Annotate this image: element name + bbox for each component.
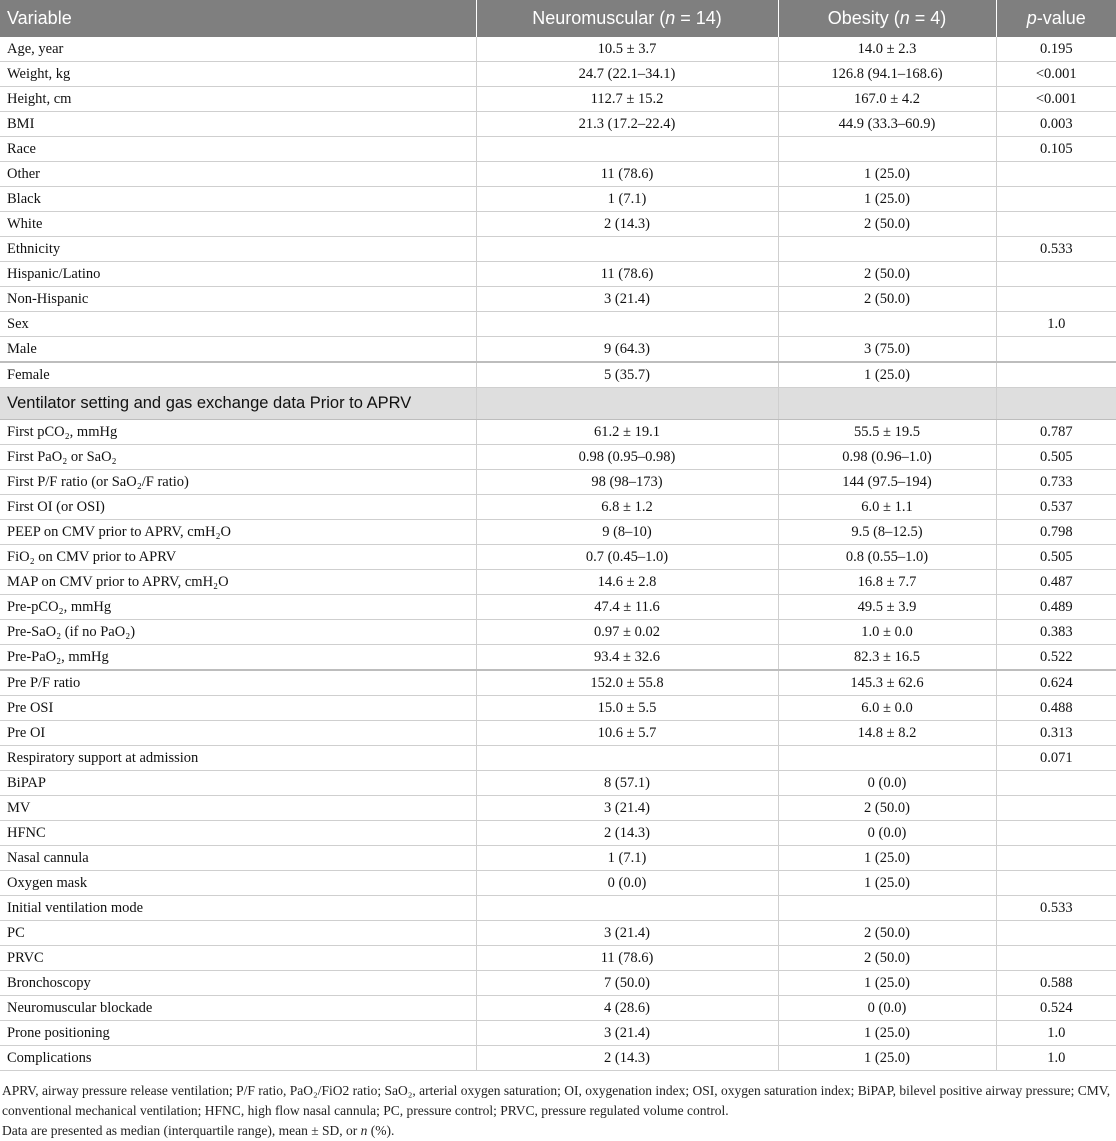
- neuromuscular-value: 24.7 (22.1–34.1): [476, 62, 778, 87]
- obesity-value: [778, 137, 996, 162]
- obesity-value: 2 (50.0): [778, 287, 996, 312]
- row-label: Sex: [0, 312, 476, 337]
- table-row: [0, 821, 1116, 846]
- row-label: Female: [0, 362, 476, 388]
- row-label: Oxygen mask: [0, 871, 476, 896]
- data-presentation-note: Data are presented as median (interquartile range), mean ± SD, or n (%).: [2, 1123, 395, 1138]
- obesity-value: 6.0 ± 0.0: [778, 696, 996, 721]
- p-value: 0.195: [996, 37, 1116, 62]
- neuromuscular-value: 112.7 ± 15.2: [476, 87, 778, 112]
- neuromuscular-value: 10.6 ± 5.7: [476, 721, 778, 746]
- neuromuscular-value: 98 (98–173): [476, 470, 778, 495]
- p-value: <0.001: [996, 87, 1116, 112]
- header-variable: Variable: [0, 0, 476, 37]
- obesity-value: 9.5 (8–12.5): [778, 520, 996, 545]
- p-value: 0.105: [996, 137, 1116, 162]
- row-label: First pCO₂, mmHg: [0, 420, 476, 445]
- p-value: 1.0: [996, 312, 1116, 337]
- neuromuscular-value: [476, 312, 778, 337]
- p-value: [996, 337, 1116, 363]
- neuromuscular-value: [476, 137, 778, 162]
- obesity-value: [778, 312, 996, 337]
- table-row: [0, 112, 1116, 137]
- obesity-value: 1.0 ± 0.0: [778, 620, 996, 645]
- table-row: [0, 871, 1116, 896]
- p-value: 0.533: [996, 896, 1116, 921]
- p-value: [996, 821, 1116, 846]
- table-row: [0, 137, 1116, 162]
- row-label: MAP on CMV prior to APRV, cmH₂O: [0, 570, 476, 595]
- neuromuscular-value: 11 (78.6): [476, 262, 778, 287]
- obesity-value: 1 (25.0): [778, 1046, 996, 1071]
- neuromuscular-value: 47.4 ± 11.6: [476, 595, 778, 620]
- obesity-value: 1 (25.0): [778, 187, 996, 212]
- p-value: 1.0: [996, 1021, 1116, 1046]
- neuromuscular-value: 0 (0.0): [476, 871, 778, 896]
- obesity-value: 44.9 (33.3–60.9): [778, 112, 996, 137]
- row-label: Weight, kg: [0, 62, 476, 87]
- neuromuscular-value: 152.0 ± 55.8: [476, 670, 778, 696]
- p-value: 0.313: [996, 721, 1116, 746]
- row-label: Complications: [0, 1046, 476, 1071]
- obesity-value: 3 (75.0): [778, 337, 996, 363]
- p-value: 0.524: [996, 996, 1116, 1021]
- neuromuscular-value: 61.2 ± 19.1: [476, 420, 778, 445]
- header-pvalue: p-value: [1026, 8, 1086, 28]
- obesity-value: 14.0 ± 2.3: [778, 37, 996, 62]
- row-label: Bronchoscopy: [0, 971, 476, 996]
- row-label: Pre-PaO₂, mmHg: [0, 645, 476, 671]
- obesity-value: 2 (50.0): [778, 212, 996, 237]
- table-row: [0, 1046, 1116, 1071]
- obesity-value: 144 (97.5–194): [778, 470, 996, 495]
- p-value: [996, 921, 1116, 946]
- abbreviations-note: APRV, airway pressure release ventilation; P/F ratio, PaO₂/FiO2 ratio; SaO₂, arterial oxygen saturation; OI, oxygenation index; OSI, oxygen saturation index; BiPAP, bilevel positive airway pressure; CMV, conventional mechanical ventilation; HFNC, high flow nasal cannula; PC, pressure control; PRVC, pressure regulated volume control.: [2, 1083, 1111, 1118]
- obesity-value: 1 (25.0): [778, 162, 996, 187]
- table-row: [0, 921, 1116, 946]
- table-footnotes: [0, 1071, 1116, 1141]
- table-row: [0, 337, 1116, 363]
- neuromuscular-value: 11 (78.6): [476, 946, 778, 971]
- p-value: [996, 162, 1116, 187]
- neuromuscular-value: 4 (28.6): [476, 996, 778, 1021]
- neuromuscular-value: 93.4 ± 32.6: [476, 645, 778, 671]
- neuromuscular-value: 2 (14.3): [476, 821, 778, 846]
- neuromuscular-value: [476, 896, 778, 921]
- table-row: [0, 37, 1116, 62]
- table-row: [0, 545, 1116, 570]
- table-header: [0, 0, 1116, 37]
- obesity-value: 0 (0.0): [778, 771, 996, 796]
- table-row: [0, 1021, 1116, 1046]
- table-row: [0, 746, 1116, 771]
- neuromuscular-value: 0.98 (0.95–0.98): [476, 445, 778, 470]
- neuromuscular-value: 2 (14.3): [476, 1046, 778, 1071]
- obesity-value: 1 (25.0): [778, 362, 996, 388]
- row-label: Pre P/F ratio: [0, 670, 476, 696]
- table-row: [0, 670, 1116, 696]
- row-label: Initial ventilation mode: [0, 896, 476, 921]
- row-label: First OI (or OSI): [0, 495, 476, 520]
- neuromuscular-value: 3 (21.4): [476, 1021, 778, 1046]
- row-label: Respiratory support at admission: [0, 746, 476, 771]
- row-label: PRVC: [0, 946, 476, 971]
- obesity-value: 55.5 ± 19.5: [778, 420, 996, 445]
- header-row: [0, 0, 1116, 37]
- obesity-value: 1 (25.0): [778, 871, 996, 896]
- row-label: BMI: [0, 112, 476, 137]
- obesity-value: 2 (50.0): [778, 796, 996, 821]
- obesity-value: 16.8 ± 7.7: [778, 570, 996, 595]
- table-row: [0, 162, 1116, 187]
- obesity-value: 1 (25.0): [778, 846, 996, 871]
- table-row: [0, 896, 1116, 921]
- neuromuscular-value: 0.7 (0.45–1.0): [476, 545, 778, 570]
- obesity-value: 0.8 (0.55–1.0): [778, 545, 996, 570]
- table-row: [0, 187, 1116, 212]
- table-row: [0, 212, 1116, 237]
- obesity-value: 2 (50.0): [778, 921, 996, 946]
- obesity-value: 2 (50.0): [778, 262, 996, 287]
- neuromuscular-value: 0.97 ± 0.02: [476, 620, 778, 645]
- section-empty-cell: [476, 388, 778, 420]
- row-label: Ethnicity: [0, 237, 476, 262]
- neuromuscular-value: 2 (14.3): [476, 212, 778, 237]
- table-row: [0, 696, 1116, 721]
- row-label: Pre-SaO₂ (if no PaO₂): [0, 620, 476, 645]
- p-value: 0.787: [996, 420, 1116, 445]
- neuromuscular-value: 3 (21.4): [476, 287, 778, 312]
- obesity-value: 1 (25.0): [778, 1021, 996, 1046]
- p-value: [996, 187, 1116, 212]
- neuromuscular-value: 3 (21.4): [476, 921, 778, 946]
- p-value: [996, 212, 1116, 237]
- row-label: FiO₂ on CMV prior to APRV: [0, 545, 476, 570]
- row-label: Pre OI: [0, 721, 476, 746]
- p-value: 0.383: [996, 620, 1116, 645]
- row-label: Male: [0, 337, 476, 363]
- header-obesity: Obesity (n = 4): [778, 0, 996, 37]
- table-row: [0, 595, 1116, 620]
- table-row: [0, 420, 1116, 445]
- obesity-value: 167.0 ± 4.2: [778, 87, 996, 112]
- p-value: [996, 871, 1116, 896]
- p-value: 0.003: [996, 112, 1116, 137]
- table-row: [0, 971, 1116, 996]
- p-value: 0.505: [996, 545, 1116, 570]
- obesity-value: 49.5 ± 3.9: [778, 595, 996, 620]
- p-value: 0.733: [996, 470, 1116, 495]
- section-header-row: [0, 388, 1116, 420]
- neuromuscular-value: 6.8 ± 1.2: [476, 495, 778, 520]
- neuromuscular-value: 1 (7.1): [476, 846, 778, 871]
- section-empty-cell: [996, 388, 1116, 420]
- obesity-value: 126.8 (94.1–168.6): [778, 62, 996, 87]
- table-row: [0, 470, 1116, 495]
- row-label: Nasal cannula: [0, 846, 476, 871]
- row-label: PC: [0, 921, 476, 946]
- row-label: Non-Hispanic: [0, 287, 476, 312]
- neuromuscular-value: 11 (78.6): [476, 162, 778, 187]
- table-body: [0, 37, 1116, 1071]
- neuromuscular-value: 15.0 ± 5.5: [476, 696, 778, 721]
- p-value: 0.537: [996, 495, 1116, 520]
- row-label: Race: [0, 137, 476, 162]
- obesity-value: 82.3 ± 16.5: [778, 645, 996, 671]
- table-row: [0, 721, 1116, 746]
- table-row: [0, 87, 1116, 112]
- obesity-value: 0 (0.0): [778, 821, 996, 846]
- row-label: Neuromuscular blockade: [0, 996, 476, 1021]
- neuromuscular-value: 8 (57.1): [476, 771, 778, 796]
- p-value: 0.522: [996, 645, 1116, 671]
- neuromuscular-value: [476, 237, 778, 262]
- row-label: Other: [0, 162, 476, 187]
- obesity-value: 6.0 ± 1.1: [778, 495, 996, 520]
- obesity-value: 145.3 ± 62.6: [778, 670, 996, 696]
- neuromuscular-value: 9 (64.3): [476, 337, 778, 363]
- table-row: [0, 771, 1116, 796]
- table-row: [0, 946, 1116, 971]
- p-value: 0.071: [996, 746, 1116, 771]
- row-label: First PaO₂ or SaO₂: [0, 445, 476, 470]
- row-label: PEEP on CMV prior to APRV, cmH₂O: [0, 520, 476, 545]
- row-label: Age, year: [0, 37, 476, 62]
- p-value: [996, 771, 1116, 796]
- p-value: [996, 287, 1116, 312]
- row-label: White: [0, 212, 476, 237]
- row-label: Pre OSI: [0, 696, 476, 721]
- neuromuscular-value: 21.3 (17.2–22.4): [476, 112, 778, 137]
- p-value: 1.0: [996, 1046, 1116, 1071]
- table-row: [0, 846, 1116, 871]
- neuromuscular-value: 14.6 ± 2.8: [476, 570, 778, 595]
- header-neuromuscular: Neuromuscular (n = 14): [476, 0, 778, 37]
- row-label: BiPAP: [0, 771, 476, 796]
- obesity-value: 1 (25.0): [778, 971, 996, 996]
- neuromuscular-value: 7 (50.0): [476, 971, 778, 996]
- section-empty-cell: [778, 388, 996, 420]
- p-value: [996, 362, 1116, 388]
- p-value: 0.624: [996, 670, 1116, 696]
- obesity-value: [778, 896, 996, 921]
- table-row: [0, 237, 1116, 262]
- neuromuscular-value: 1 (7.1): [476, 187, 778, 212]
- p-value: [996, 846, 1116, 871]
- table-row: [0, 262, 1116, 287]
- table-row: [0, 445, 1116, 470]
- table-row: [0, 287, 1116, 312]
- table-row: [0, 996, 1116, 1021]
- p-value: [996, 946, 1116, 971]
- p-value: 0.488: [996, 696, 1116, 721]
- obesity-value: [778, 237, 996, 262]
- table-row: [0, 495, 1116, 520]
- obesity-value: 2 (50.0): [778, 946, 996, 971]
- row-label: HFNC: [0, 821, 476, 846]
- neuromuscular-value: [476, 746, 778, 771]
- p-value: 0.505: [996, 445, 1116, 470]
- p-value: [996, 796, 1116, 821]
- table-row: [0, 570, 1116, 595]
- obesity-value: 0.98 (0.96–1.0): [778, 445, 996, 470]
- row-label: Height, cm: [0, 87, 476, 112]
- table-row: [0, 645, 1116, 671]
- table-row: [0, 362, 1116, 388]
- p-value: 0.487: [996, 570, 1116, 595]
- row-label: Pre-pCO₂, mmHg: [0, 595, 476, 620]
- row-label: First P/F ratio (or SaO₂/F ratio): [0, 470, 476, 495]
- table-row: [0, 620, 1116, 645]
- neuromuscular-value: 5 (35.7): [476, 362, 778, 388]
- table-row: [0, 520, 1116, 545]
- neuromuscular-value: 3 (21.4): [476, 796, 778, 821]
- p-value: <0.001: [996, 62, 1116, 87]
- p-value: 0.489: [996, 595, 1116, 620]
- table-row: [0, 312, 1116, 337]
- p-value: 0.798: [996, 520, 1116, 545]
- obesity-value: 14.8 ± 8.2: [778, 721, 996, 746]
- p-value: 0.533: [996, 237, 1116, 262]
- obesity-value: [778, 746, 996, 771]
- row-label: Prone positioning: [0, 1021, 476, 1046]
- row-label: MV: [0, 796, 476, 821]
- neuromuscular-value: 10.5 ± 3.7: [476, 37, 778, 62]
- row-label: Hispanic/Latino: [0, 262, 476, 287]
- section-title: Ventilator setting and gas exchange data Prior to APRV: [0, 388, 476, 420]
- table-row: [0, 796, 1116, 821]
- row-label: Black: [0, 187, 476, 212]
- p-value: [996, 262, 1116, 287]
- neuromuscular-value: 9 (8–10): [476, 520, 778, 545]
- table-row: [0, 62, 1116, 87]
- obesity-value: 0 (0.0): [778, 996, 996, 1021]
- p-value: 0.588: [996, 971, 1116, 996]
